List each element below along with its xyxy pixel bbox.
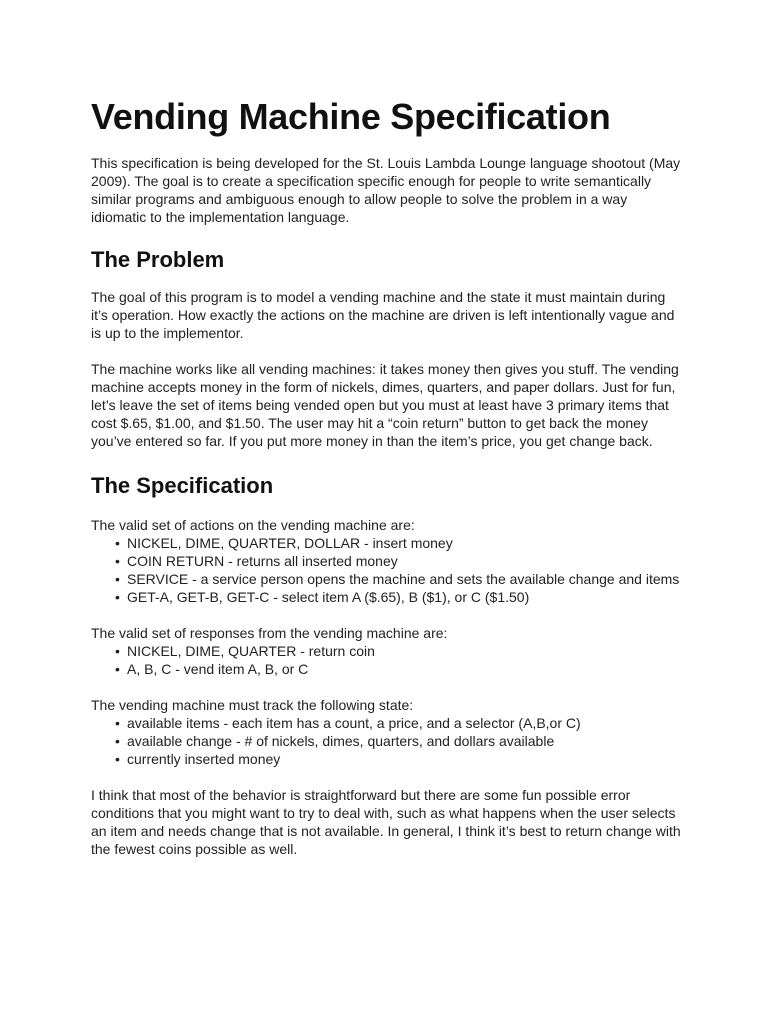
bullet-icon: •: [115, 553, 120, 569]
list-item-text: SERVICE - a service person opens the machine and sets the available change and items: [127, 571, 680, 587]
bullet-icon: •: [115, 571, 120, 587]
bullet-icon: •: [115, 751, 120, 767]
bullet-icon: •: [115, 715, 120, 731]
list-item-text: available items - each item has a count, a price, and a selector (A,B,or C): [127, 715, 581, 731]
closing-paragraph: I think that most of the behavior is straightforward but there are some fun possible error conditions that you might want to try to deal with, such as what happens when the user selects an item and needs change that is not available. In general, I think it’s best to return change with the fewest coins possible as well.: [91, 787, 681, 857]
list-item-text: NICKEL, DIME, QUARTER - return coin: [127, 643, 375, 659]
list-item-text: COIN RETURN - returns all inserted money: [127, 553, 398, 569]
bullet-icon: •: [115, 535, 120, 551]
bullet-icon: •: [115, 643, 120, 659]
responses-list: [91, 642, 681, 678]
list-item-text: NICKEL, DIME, QUARTER, DOLLAR - insert money: [127, 535, 453, 551]
list-item: [91, 552, 681, 570]
list-item-text: currently inserted money: [127, 751, 281, 767]
problem-paragraph-goal: The goal of this program is to model a vending machine and the state it must maintain during it’s operation. How exactly the actions on the machine are driven is left intentionally vague and is up to the implementor.: [91, 289, 675, 341]
list-item: [91, 570, 681, 588]
list-item: [91, 660, 681, 678]
problem-paragraph-machine: The machine works like all vending machines: it takes money then gives you stuff. The vending machine accepts money in the form of nickels, dimes, quarters, and paper dollars. Just for fun, let’s leave the set of items being vended open but you must at least have 3 primary items that cost $.65, $1.00, and $1.50. The user may hit a “coin return” button to get back the money you’ve entered so far. If you put more money in than the item’s price, you get change back.: [91, 361, 679, 449]
specification-heading: The Specification: [91, 473, 274, 498]
responses-intro: The valid set of responses from the vending machine are:: [91, 625, 448, 641]
bullet-icon: •: [115, 661, 120, 677]
document-title: Vending Machine Specification: [91, 96, 611, 137]
bullet-icon: •: [115, 589, 120, 605]
list-item: [91, 750, 681, 768]
actions-intro: The valid set of actions on the vending machine are:: [91, 517, 415, 533]
list-item: [91, 534, 681, 552]
list-item: [91, 732, 681, 750]
list-item-text: available change - # of nickels, dimes, quarters, and dollars available: [127, 733, 555, 749]
actions-list: [91, 534, 681, 606]
list-item: [91, 714, 681, 732]
problem-heading: The Problem: [91, 247, 225, 272]
state-intro: The vending machine must track the following state:: [91, 697, 414, 713]
list-item-text: GET-A, GET-B, GET-C - select item A ($.65), B ($1), or C ($1.50): [127, 589, 530, 605]
list-item-text: A, B, C - vend item A, B, or C: [127, 661, 309, 677]
state-list: [91, 714, 681, 768]
list-item: [91, 588, 681, 606]
document-page: [91, 94, 681, 858]
intro-paragraph: This specification is being developed for the St. Louis Lambda Lounge language shootout (May 2009). The goal is to create a specification specific enough for people to write semantically similar programs and ambiguous enough to allow people to solve the problem in a way idiomatic to the implementation language.: [91, 155, 681, 225]
bullet-icon: •: [115, 733, 120, 749]
list-item: [91, 642, 681, 660]
